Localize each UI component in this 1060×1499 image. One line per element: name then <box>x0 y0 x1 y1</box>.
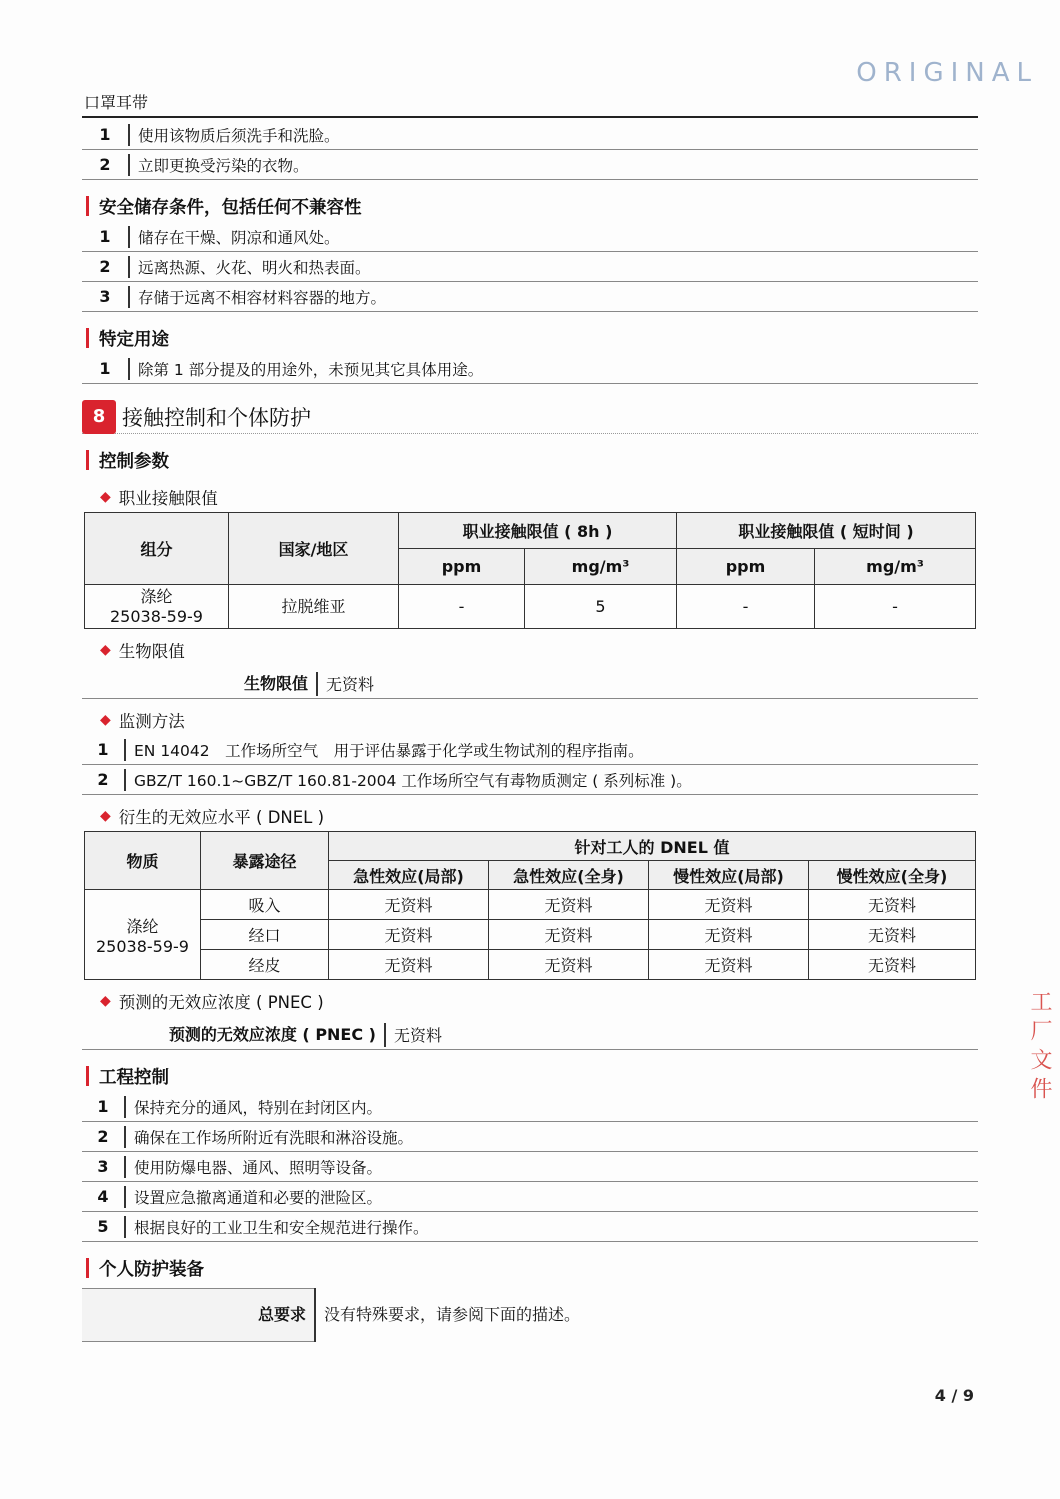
control-params-heading: 控制参数 <box>82 444 978 476</box>
bio-bullet: ◆ 生物限值 <box>100 642 185 661</box>
handling-list <box>82 120 978 180</box>
storage-heading: 安全储存条件，包括任何不兼容性 <box>82 190 978 222</box>
pnec-label: 预测的无效应浓度 ( PNEC ) <box>82 1023 386 1047</box>
list-item: 3 使用防爆电器、通风、照明等设备。 <box>82 1152 978 1182</box>
stel-ppm-cell: - <box>677 585 815 629</box>
table-row <box>85 950 976 980</box>
value-cell: 无资料 <box>649 920 809 950</box>
header-country: 国家/地区 <box>229 513 399 585</box>
header-acute-local: 急性效应(局部) <box>329 861 489 890</box>
engineering-heading: 工程控制 <box>82 1060 978 1092</box>
header-twa: 职业接触限值 ( 8h ) <box>399 513 677 549</box>
oel-bullet: ◆ 职业接触限值 <box>100 489 218 508</box>
page-number: 4 / 9 <box>934 1386 974 1405</box>
component-cell: 涤纶 25038-59-9 <box>85 585 229 629</box>
section-number-badge: 8 <box>82 400 116 434</box>
header-acute-systemic: 急性效应(全身) <box>489 861 649 890</box>
list-item: 4 设置应急撤离通道和必要的泄险区。 <box>82 1182 978 1212</box>
route-cell: 经皮 <box>201 950 329 980</box>
heading-bar <box>86 196 89 216</box>
value-cell: 无资料 <box>329 890 489 920</box>
engineering-list <box>82 1092 978 1242</box>
list-item: 3 存储于远离不相容材料容器的地方。 <box>82 282 978 312</box>
specific-use-heading: 特定用途 <box>82 322 978 354</box>
ppe-heading: 个人防护装备 <box>82 1252 978 1284</box>
diamond-icon: ◆ <box>100 712 111 728</box>
header-dnel-group: 针对工人的 DNEL 值 <box>329 832 976 861</box>
substance-cell: 涤纶 25038-59-9 <box>85 890 201 980</box>
header-stel-mg: mg/m³ <box>815 549 976 585</box>
monitoring-list <box>82 735 978 795</box>
value-cell: 无资料 <box>489 920 649 950</box>
header-twa-mg: mg/m³ <box>525 549 677 585</box>
list-item: 2 确保在工作场所附近有洗眼和淋浴设施。 <box>82 1122 978 1152</box>
stel-mg-cell: - <box>815 585 976 629</box>
header-chronic-local: 慢性效应(局部) <box>649 861 809 890</box>
document-body <box>82 90 978 1342</box>
top-label: 口罩耳带 <box>84 93 149 112</box>
section-title: 接触控制和个体防护 <box>122 405 311 430</box>
value-cell: 无资料 <box>809 950 976 980</box>
diamond-icon: ◆ <box>100 993 111 1009</box>
dnel-bullet: ◆ 衍生的无效应水平 ( DNEL ) <box>100 808 325 827</box>
list-item: 1 除第 1 部分提及的用途外，未预见其它具体用途。 <box>82 354 978 384</box>
value-cell: 无资料 <box>489 950 649 980</box>
table-row <box>85 890 976 920</box>
top-rule <box>82 116 978 118</box>
value-cell: 无资料 <box>329 950 489 980</box>
list-item: 2 立即更换受污染的衣物。 <box>82 150 978 180</box>
list-item: 1 储存在干燥、阴凉和通风处。 <box>82 222 978 252</box>
value-cell: 无资料 <box>649 950 809 980</box>
storage-list <box>82 222 978 312</box>
value-cell: 无资料 <box>329 920 489 950</box>
diamond-icon: ◆ <box>100 489 111 505</box>
list-item: 1 使用该物质后须洗手和洗脸。 <box>82 120 978 150</box>
pnec-bullet: ◆ 预测的无效应浓度 ( PNEC ) <box>100 993 324 1012</box>
value-cell: 无资料 <box>809 890 976 920</box>
list-item: 1 保持充分的通风，特别在封闭区内。 <box>82 1092 978 1122</box>
twa-mg-cell: 5 <box>525 585 677 629</box>
oel-table <box>84 512 976 629</box>
heading-bar <box>86 328 89 348</box>
value-cell: 无资料 <box>809 920 976 950</box>
heading-bar <box>86 1066 89 1086</box>
bio-limit-label: 生物限值 <box>82 672 318 696</box>
pnec-row <box>82 1020 978 1050</box>
value-cell: 无资料 <box>649 890 809 920</box>
specific-use-list <box>82 354 978 384</box>
diamond-icon: ◆ <box>100 642 111 658</box>
table-row <box>85 920 976 950</box>
route-cell: 吸入 <box>201 890 329 920</box>
table-row <box>85 585 976 629</box>
header-component: 组分 <box>85 513 229 585</box>
heading-bar <box>86 450 89 470</box>
section-8-header <box>82 400 978 434</box>
ppe-general-row <box>82 1288 978 1342</box>
country-cell: 拉脱维亚 <box>229 585 399 629</box>
list-item: 2 远离热源、火花、明火和热表面。 <box>82 252 978 282</box>
bio-limit-row <box>82 669 978 699</box>
diamond-icon: ◆ <box>100 808 111 824</box>
list-item: 5 根据良好的工业卫生和安全规范进行操作。 <box>82 1212 978 1242</box>
header-substance: 物质 <box>85 832 201 890</box>
dnel-table <box>84 831 976 980</box>
header-twa-ppm: ppm <box>399 549 525 585</box>
heading-bar <box>86 1258 89 1278</box>
ppe-general-value: 没有特殊要求，请参阅下面的描述。 <box>316 1288 978 1342</box>
ppe-general-label: 总要求 <box>82 1288 316 1342</box>
value-cell: 无资料 <box>489 890 649 920</box>
header-route: 暴露途径 <box>201 832 329 890</box>
header-stel-ppm: ppm <box>677 549 815 585</box>
route-cell: 经口 <box>201 920 329 950</box>
list-item: 2 GBZ/T 160.1~GBZ/T 160.81-2004 工作场所空气有毒物质测定 ( 系列标准 )。 <box>82 765 978 795</box>
header-chronic-systemic: 慢性效应(全身) <box>809 861 976 890</box>
original-stamp: ORIGINAL <box>856 58 1038 88</box>
monitoring-bullet: ◆ 监测方法 <box>100 712 185 731</box>
header-stel: 职业接触限值 ( 短时间 ) <box>677 513 976 549</box>
pnec-value: 无资料 <box>394 1026 443 1045</box>
list-item: 1 EN 14042 工作场所空气 用于评估暴露于化学或生物试剂的程序指南。 <box>82 735 978 765</box>
bio-limit-value: 无资料 <box>326 675 375 694</box>
side-stamp-mark: 工 厂 文 件 <box>1027 990 1052 1099</box>
twa-ppm-cell: - <box>399 585 525 629</box>
